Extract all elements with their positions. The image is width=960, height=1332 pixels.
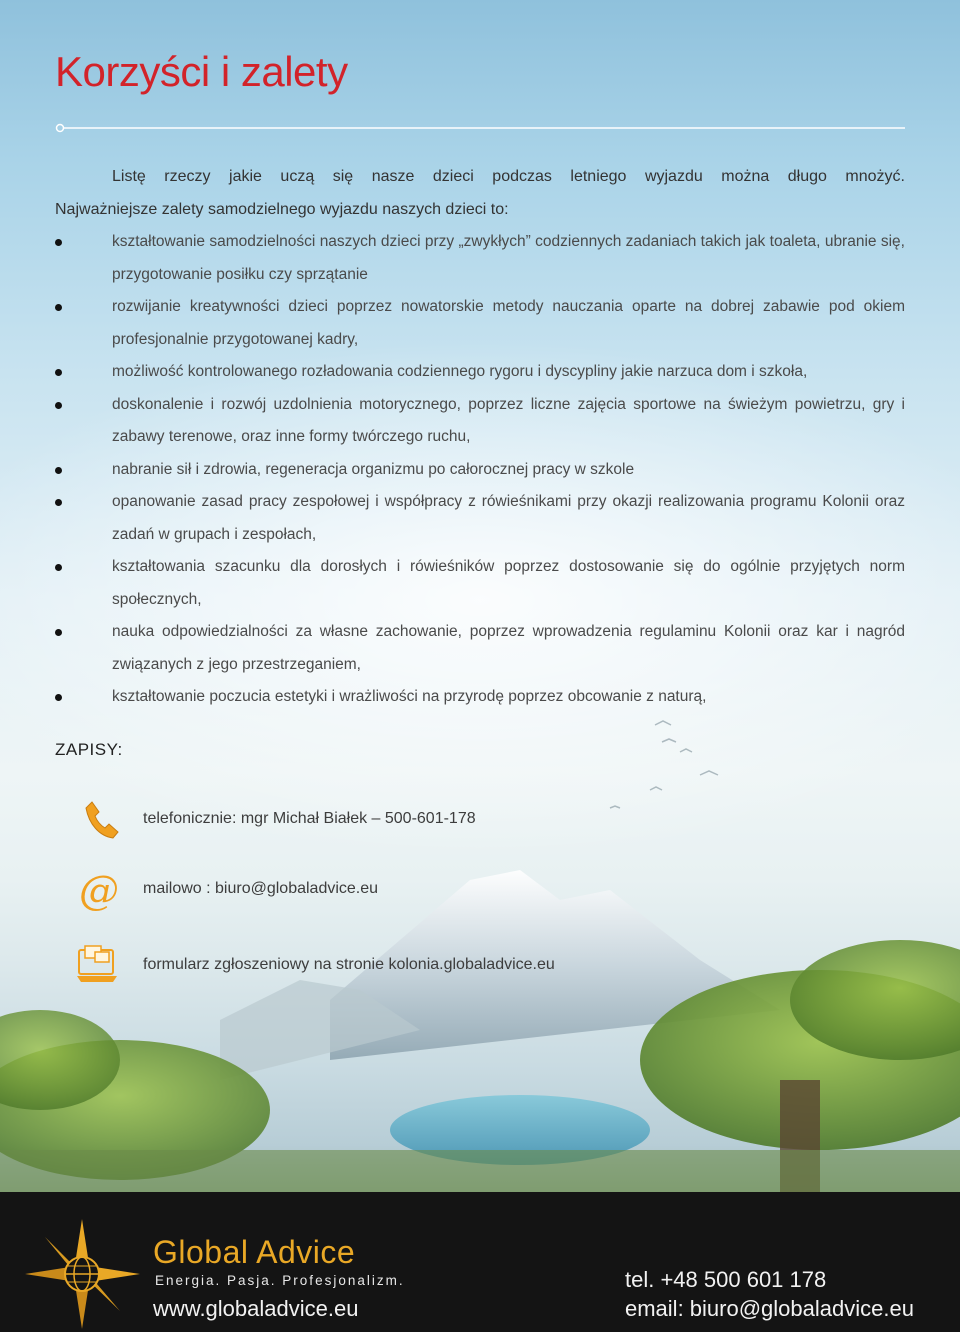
benefit-item bbox=[55, 356, 905, 389]
benefit-item bbox=[55, 681, 905, 714]
benefit-item bbox=[55, 551, 905, 616]
benefit-item bbox=[55, 454, 905, 487]
benefit-item bbox=[55, 389, 905, 454]
mail-text: mailowo : biuro@globaladvice.eu bbox=[143, 880, 379, 897]
page-title: Korzyści i zalety bbox=[55, 48, 348, 95]
phone-icon bbox=[75, 796, 123, 844]
compass-globe-icon bbox=[25, 1219, 140, 1329]
bullet-icon bbox=[55, 499, 62, 506]
at-sign-icon bbox=[75, 866, 123, 914]
intro-paragraph bbox=[55, 160, 905, 226]
bullet-icon bbox=[55, 369, 62, 376]
website-link[interactable]: www.globaladvice.eu bbox=[153, 1296, 359, 1321]
bullet-icon bbox=[55, 239, 62, 246]
bullet-icon bbox=[55, 304, 62, 311]
benefit-text: nabranie sił i zdrowia, regeneracja organizmu po całorocznej pracy w szkole bbox=[112, 460, 635, 478]
benefit-text: kształtowanie poczucia estetyki i wrażliwości na przyrodę poprzez obcowanie z naturą, bbox=[112, 688, 707, 705]
brand-name: Global Advice bbox=[153, 1234, 356, 1270]
footer-email[interactable]: email: biuro@globaladvice.eu bbox=[625, 1296, 914, 1321]
form-text: formularz zgłoszeniowy na stronie kolonia.globaladvice.eu bbox=[143, 956, 555, 973]
bullet-icon bbox=[55, 402, 62, 409]
contact-phone bbox=[75, 796, 775, 844]
benefit-text: możliwość kontrolowanego rozładowania codziennego rygoru i dyscypliny jakie narzuca dom i szkoła, bbox=[112, 363, 808, 380]
svg-text:@: @ bbox=[79, 868, 119, 914]
footer-bar bbox=[0, 1192, 960, 1332]
bullet-icon bbox=[55, 564, 62, 571]
benefit-item bbox=[55, 616, 905, 681]
intro-line-2: Najważniejsze zalety samodzielnego wyjazdu naszych dzieci to: bbox=[55, 201, 509, 218]
intro-line-1: Listę rzeczy jakie uczą się nasze dzieci podczas letniego wyjazdu można długo mnożyć. bbox=[112, 168, 905, 185]
benefits-list bbox=[55, 226, 905, 714]
benefit-item bbox=[55, 291, 905, 356]
benefit-item bbox=[55, 486, 905, 551]
phone-text: telefonicznie: mgr Michał Białek – 500-601-178 bbox=[143, 810, 476, 827]
title-divider bbox=[55, 123, 905, 133]
bullet-icon bbox=[55, 467, 62, 474]
benefit-text: kształtowanie samodzielności naszych dzieci przy „zwykłych” codziennych zadaniach takich jak toaleta, ubranie się, przygotowanie posiłku czy sprzątanie bbox=[112, 233, 905, 283]
benefit-text: rozwijanie kreatywności dzieci poprzez nowatorskie metody nauczania oparte na dobrej zabawie pod okiem profesjonalnie przygotowanej kadry, bbox=[112, 298, 905, 348]
contact-mail bbox=[75, 866, 775, 914]
benefit-text: doskonalenie i rozwój uzdolnienia motorycznego, poprzez liczne zajęcia sportowe na świeżym powietrzu, gry i zabawy terenowe, oraz inne formy twórczego ruchu, bbox=[112, 395, 905, 445]
benefit-item bbox=[55, 226, 905, 291]
bullet-icon bbox=[55, 629, 62, 636]
brand-tagline: Energia. Pasja. Profesjonalizm. bbox=[155, 1273, 405, 1288]
form-icon bbox=[75, 942, 123, 990]
benefit-text: kształtowania szacunku dla dorosłych i rówieśników poprzez dostosowanie się do ogólnie przyjętych norm społecznych, bbox=[112, 558, 905, 608]
benefit-text: opanowanie zasad pracy zespołowej i współpracy z rówieśnikami przy okazji realizowania programu Kolonii oraz zadań w grupach i zespołach, bbox=[112, 493, 905, 543]
contact-form bbox=[75, 942, 775, 990]
footer-phone: tel. +48 500 601 178 bbox=[625, 1267, 827, 1292]
bullet-icon bbox=[55, 694, 62, 701]
benefit-text: nauka odpowiedzialności za własne zachowanie, poprzez wprowadzenia regulaminu Kolonii oraz kar i nagród związanych z jego przestrzeganiem, bbox=[112, 623, 905, 673]
signup-heading: ZAPISY: bbox=[55, 740, 123, 759]
